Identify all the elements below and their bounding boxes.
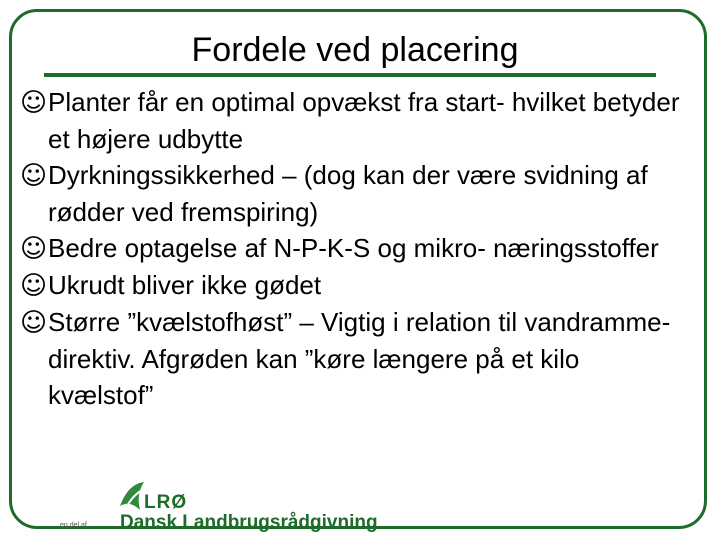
logo-company-name: Dansk Landbrugsrådgivning [120, 512, 378, 533]
company-logo [48, 470, 378, 534]
title-underline [44, 73, 656, 77]
bullet-text: Planter får en optimal opvækst fra start- hvilket betyder et højere udbytte [48, 87, 680, 154]
bullet-text: Større ”kvælstofhøst” – Vigtig i relation til vandramme-direktiv. Afgrøden kan ”køre længere på et kilo kvælstof” [48, 307, 671, 410]
logo-short-name: LRØ [144, 492, 188, 513]
smiley-icon: ☺ [20, 161, 48, 191]
bullet-item [20, 157, 680, 230]
bullet-item [20, 230, 680, 267]
bullet-item [20, 304, 680, 413]
bullet-list [20, 84, 680, 413]
logo-tagline: en del af [60, 522, 87, 529]
slide-title: Fordele ved placering [191, 31, 519, 69]
smiley-icon: ☺ [20, 271, 48, 301]
bullet-item [20, 84, 680, 157]
bullet-text: Dyrkningssikkerhed – (dog kan der være svidning af rødder ved fremspiring) [48, 160, 648, 227]
bullet-text: Bedre optagelse af N-P-K-S og mikro- næringsstoffer [48, 233, 659, 263]
bullet-item [20, 267, 680, 304]
smiley-icon: ☺ [20, 308, 48, 338]
smiley-icon: ☺ [20, 88, 48, 118]
bullet-text: Ukrudt bliver ikke gødet [48, 270, 322, 300]
smiley-icon: ☺ [20, 234, 48, 264]
